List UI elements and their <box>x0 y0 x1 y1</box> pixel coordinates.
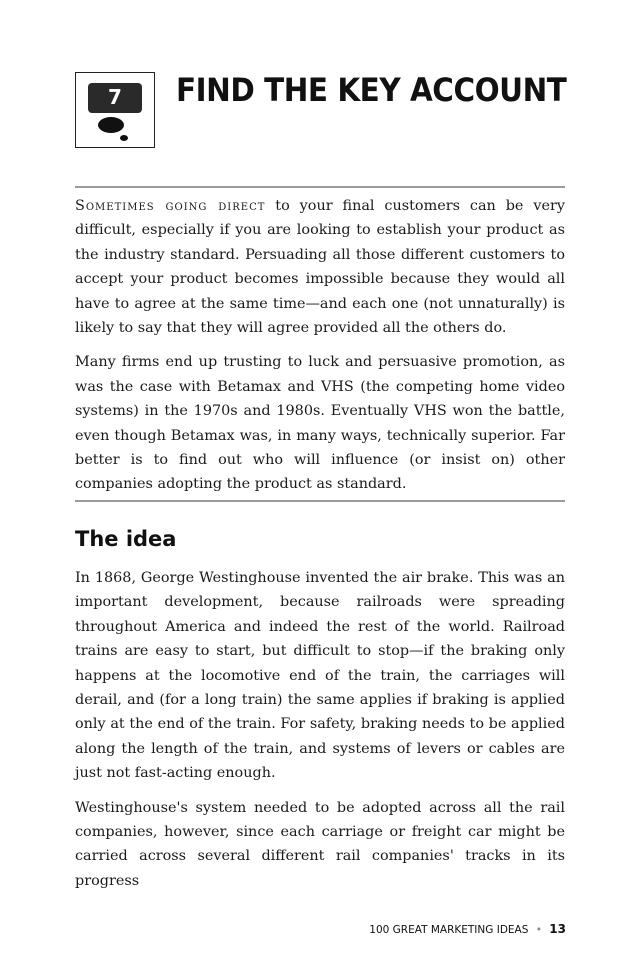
intro-lead-in: Sometimes going direct <box>75 198 266 214</box>
idea-paragraph-2: Westinghouse's system needed to be adopted across all the rail companies, however, since each carriage or freight car might be carried across several different rail companies' tracks in its progress <box>75 799 565 889</box>
idea-paragraph-1: In 1868, George Westinghouse invented the air brake. This was an important development, because railroads were spreading throughout America and indeed the rest of the world. Railroad trains are easy to start, but difficult to stop—if the braking only happens at the locomotive end of the train, the carriages will derail, and (for a long train) the same applies if braking is applied only at the end of the train. For safety, braking needs to be applied along the length of the train, and systems of levers or cables are just not fast-acting enough. <box>75 570 565 782</box>
chapter-title: FIND THE KEY ACCOUNT <box>176 71 567 109</box>
footer-separator: • <box>535 924 542 936</box>
divider-bottom <box>75 500 565 502</box>
intro-paragraph-2: Many firms end up trusting to luck and persuasive promotion, as was the case with Betamax and VHS (the competing home video systems) in the 1970s and 1980s. Eventually VHS won the battle, even though Betamax was, in many ways, technically superior. Far better is to find out who will influence (or insist on) other companies adopting the product as standard. <box>75 354 565 493</box>
footer-book-title: 100 GREAT MARKETING IDEAS <box>369 924 529 936</box>
page-number: 13 <box>549 922 566 936</box>
speech-bubble-icon <box>98 117 124 133</box>
chapter-number: 7 <box>108 85 122 109</box>
chapter-number-badge <box>75 72 155 148</box>
speech-bubble-dot-icon <box>120 135 128 141</box>
chapter-number-tab <box>88 83 142 113</box>
section-heading: The idea <box>75 527 177 551</box>
intro-section <box>75 194 565 507</box>
idea-section <box>75 566 565 903</box>
divider-top <box>75 186 565 188</box>
page-footer <box>369 922 566 936</box>
intro-paragraph-1-text: to your final customers can be very difficult, especially if you are looking to establish your product as the industry standard. Persuading all those different customers to accept your product becomes impossible because they would all have to agree at the same time—and each one (not unnaturally) is likely to say that they will agree provided all the others do. <box>75 198 566 337</box>
intro-paragraph-1 <box>75 194 565 340</box>
